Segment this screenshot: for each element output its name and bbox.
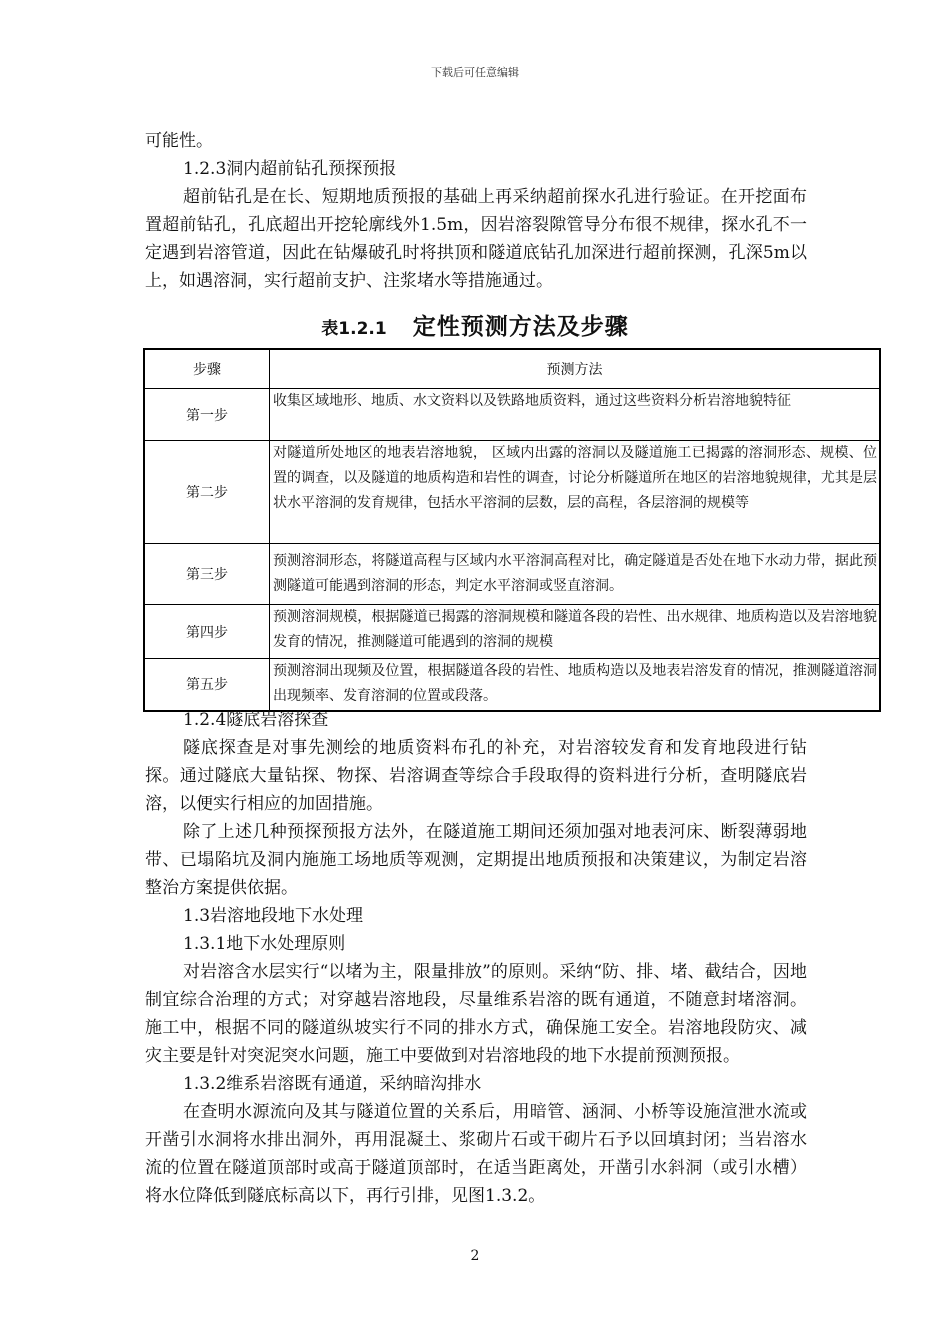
section-heading-1-2-4: 1.2.4隧底岩溶探查 xyxy=(183,710,329,730)
paragraph-advance-drilling: 超前钻孔是在长、短期地质预报的基础上再采纳超前探水孔进行验证。在开挖面布置超前钻孔，孔底超出开挖轮廓线外1.5m，因岩溶裂隙管导分布很不规律，探水孔不一定遇到岩溶管道，因此在钻爆破孔时将拱顶和隧道底钻孔加深进行超前探测，孔深5m以上，如遇溶洞，实行超前支护、注浆堵水等措施通过。 xyxy=(145,187,807,291)
table-row xyxy=(144,544,880,605)
body-text-block xyxy=(145,706,807,1210)
table-title: 定性预测方法及步骤 xyxy=(412,314,629,340)
step-cell: 第一步 xyxy=(144,389,270,441)
table-number: 表1.2.1 xyxy=(321,319,387,339)
step-cell: 第四步 xyxy=(144,605,270,659)
method-cell: 对隧道所处地区的地表岩溶地貌， 区域内出露的溶洞以及隧道施工已揭露的溶洞形态、规模、位置的调查，以及隧道的地质构造和岩性的调查，讨论分析隧道所在地区的岩溶地貌规律，尤其是层状水平溶洞的发育规律，包括水平溶洞的层数，层的高程，各层溶洞的规模等 xyxy=(270,441,881,544)
continued-paragraph: 可能性。 xyxy=(145,131,213,151)
table-row xyxy=(144,441,880,544)
step-cell: 第二步 xyxy=(144,441,270,544)
section-heading-1-3: 1.3岩溶地段地下水处理 xyxy=(183,906,364,926)
paragraph-drainage: 在查明水源流向及其与隧道位置的关系后，用暗管、涵洞、小桥等设施渲泄水流或开凿引水洞将水排出洞外，再用混凝土、浆砌片石或干砌片石予以回填封闭；当岩溶水流的位置在隧道顶部时或高于隧道顶部时，在适当距离处，开凿引水斜洞（或引水槽）将水位降低到隧底标高以下，再行引排，见图1.3.2。 xyxy=(145,1102,807,1206)
column-header-method: 预测方法 xyxy=(270,349,881,389)
page-header-note: 下载后可任意编辑 xyxy=(431,66,519,79)
table-row xyxy=(144,389,880,441)
table-header-row xyxy=(144,349,880,389)
section-heading-1-3-2: 1.3.2维系岩溶既有通道，采纳暗沟排水 xyxy=(183,1074,482,1094)
section-heading-1-3-1: 1.3.1地下水处理原则 xyxy=(183,934,346,954)
section-heading-1-2-3: 1.2.3洞内超前钻孔预探预报 xyxy=(183,159,397,179)
prediction-steps-table xyxy=(143,348,881,712)
paragraph-observation: 除了上述几种预探预报方法外，在隧道施工期间还须加强对地表河床、断裂薄弱地带、已塌陷坑及洞内施施工场地质等观测，定期提出地质预报和决策建议，为制定岩溶整治方案提供依据。 xyxy=(145,822,807,898)
method-cell: 预测溶洞形态，将隧道高程与区域内水平溶洞高程对比，确定隧道是否处在地下水动力带，据此预测隧道可能遇到溶洞的形态，判定水平溶洞或竖直溶洞。 xyxy=(270,544,881,605)
table-caption xyxy=(0,308,950,341)
method-cell: 预测溶洞出现频及位置，根据隧道各段的岩性、地质构造以及地表岩溶发育的情况，推测隧道溶洞出现频率、发育溶洞的位置或段落。 xyxy=(270,659,881,711)
column-header-step: 步骤 xyxy=(144,349,270,389)
table-row xyxy=(144,605,880,659)
method-cell: 预测溶洞规模，根据隧道已揭露的溶洞规模和隧道各段的岩性、出水规律、地质构造以及岩溶地貌发育的情况，推测隧道可能遇到的溶洞的规模 xyxy=(270,605,881,659)
paragraph-tunnel-bottom: 隧底探查是对事先测绘的地质资料布孔的补充，对岩溶较发育和发育地段进行钻探。通过隧底大量钻探、物探、岩溶调查等综合手段取得的资料进行分析，查明隧底岩溶，以便实行相应的加固措施。 xyxy=(145,738,807,814)
top-text-block xyxy=(145,127,807,295)
table-row xyxy=(144,659,880,711)
page-number: 2 xyxy=(470,1248,480,1264)
step-cell: 第三步 xyxy=(144,544,270,605)
method-cell: 收集区域地形、地质、水文资料以及铁路地质资料，通过这些资料分析岩溶地貌特征 xyxy=(270,389,881,441)
step-cell: 第五步 xyxy=(144,659,270,711)
paragraph-principles: 对岩溶含水层实行“以堵为主，限量排放”的原则。采纳“防、排、堵、截结合，因地制宜综合治理的方式；对穿越岩溶地段，尽量维系岩溶的既有通道，不随意封堵溶洞。施工中，根据不同的隧道纵坡实行不同的排水方式，确保施工安全。岩溶地段防灾、减灾主要是针对突泥突水问题，施工中要做到对岩溶地段的地下水提前预测预报。 xyxy=(145,962,807,1066)
